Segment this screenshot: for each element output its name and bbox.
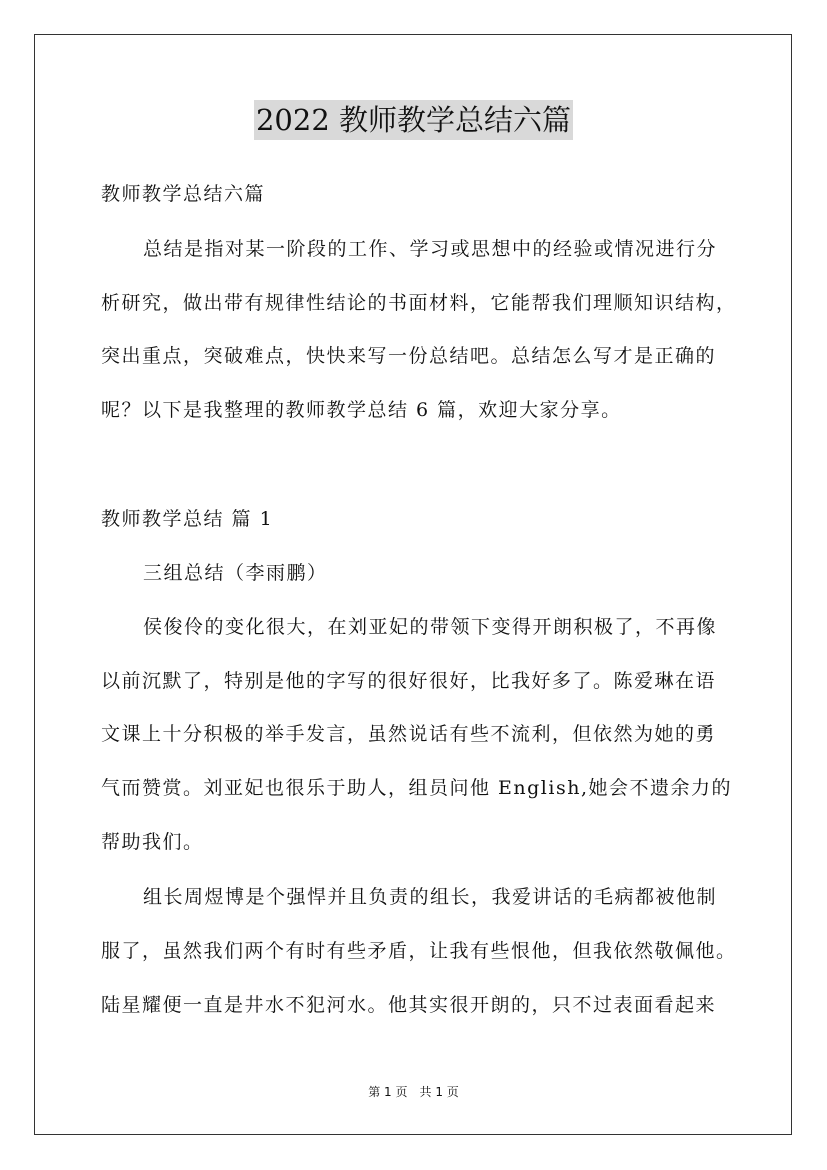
- page-number: 第 1 页 共 1 页: [368, 1085, 459, 1099]
- para1-line-1: 侯俊伶的变化很大，在刘亚妃的带领下变得开朗积极了，不再像: [143, 616, 718, 638]
- para1-line-4: 气而赞赏。刘亚妃也很乐于助人，组员问他 English,她会不遗余力的: [101, 777, 732, 799]
- para1-line-3: 文课上十分积极的举手发言，虽然说话有些不流利，但依然为她的勇: [101, 723, 717, 745]
- para1-line-2: 以前沉默了，特别是他的字写的很好很好，比我好多了。陈爱琳在语: [101, 670, 717, 692]
- section-heading: 教师教学总结 篇 1: [101, 508, 274, 530]
- intro-line-2: 析研究，做出带有规律性结论的书面材料，它能帮我们理顺知识结构，: [101, 292, 737, 314]
- para2-line-2: 服了，虽然我们两个有时有些矛盾，让我有些恨他，但我依然敬佩他。: [101, 940, 737, 962]
- intro-line-3: 突出重点，突破难点，快快来写一份总结吧。总结怎么写才是正确的: [101, 345, 717, 367]
- para1-line-5: 帮助我们。: [101, 831, 204, 853]
- intro-line-1: 总结是指对某一阶段的工作、学习或思想中的经验或情况进行分: [143, 238, 718, 260]
- subtitle: 教师教学总结六篇: [101, 183, 266, 205]
- para2-line-3: 陆星耀便一直是井水不犯河水。他其实很开朗的，只不过表面看起来: [101, 994, 717, 1016]
- title-container: [0, 100, 827, 140]
- para2-line-1: 组长周煜博是个强悍并且负责的组长，我爱讲话的毛病都被他制: [143, 886, 718, 908]
- page-footer: [0, 1083, 827, 1100]
- section-subheading: 三组总结（李雨鹏）: [143, 562, 328, 584]
- intro-line-4: 呢？以下是我整理的教师教学总结 6 篇，欢迎大家分享。: [101, 399, 622, 421]
- document-title: 2022 教师教学总结六篇: [254, 100, 573, 140]
